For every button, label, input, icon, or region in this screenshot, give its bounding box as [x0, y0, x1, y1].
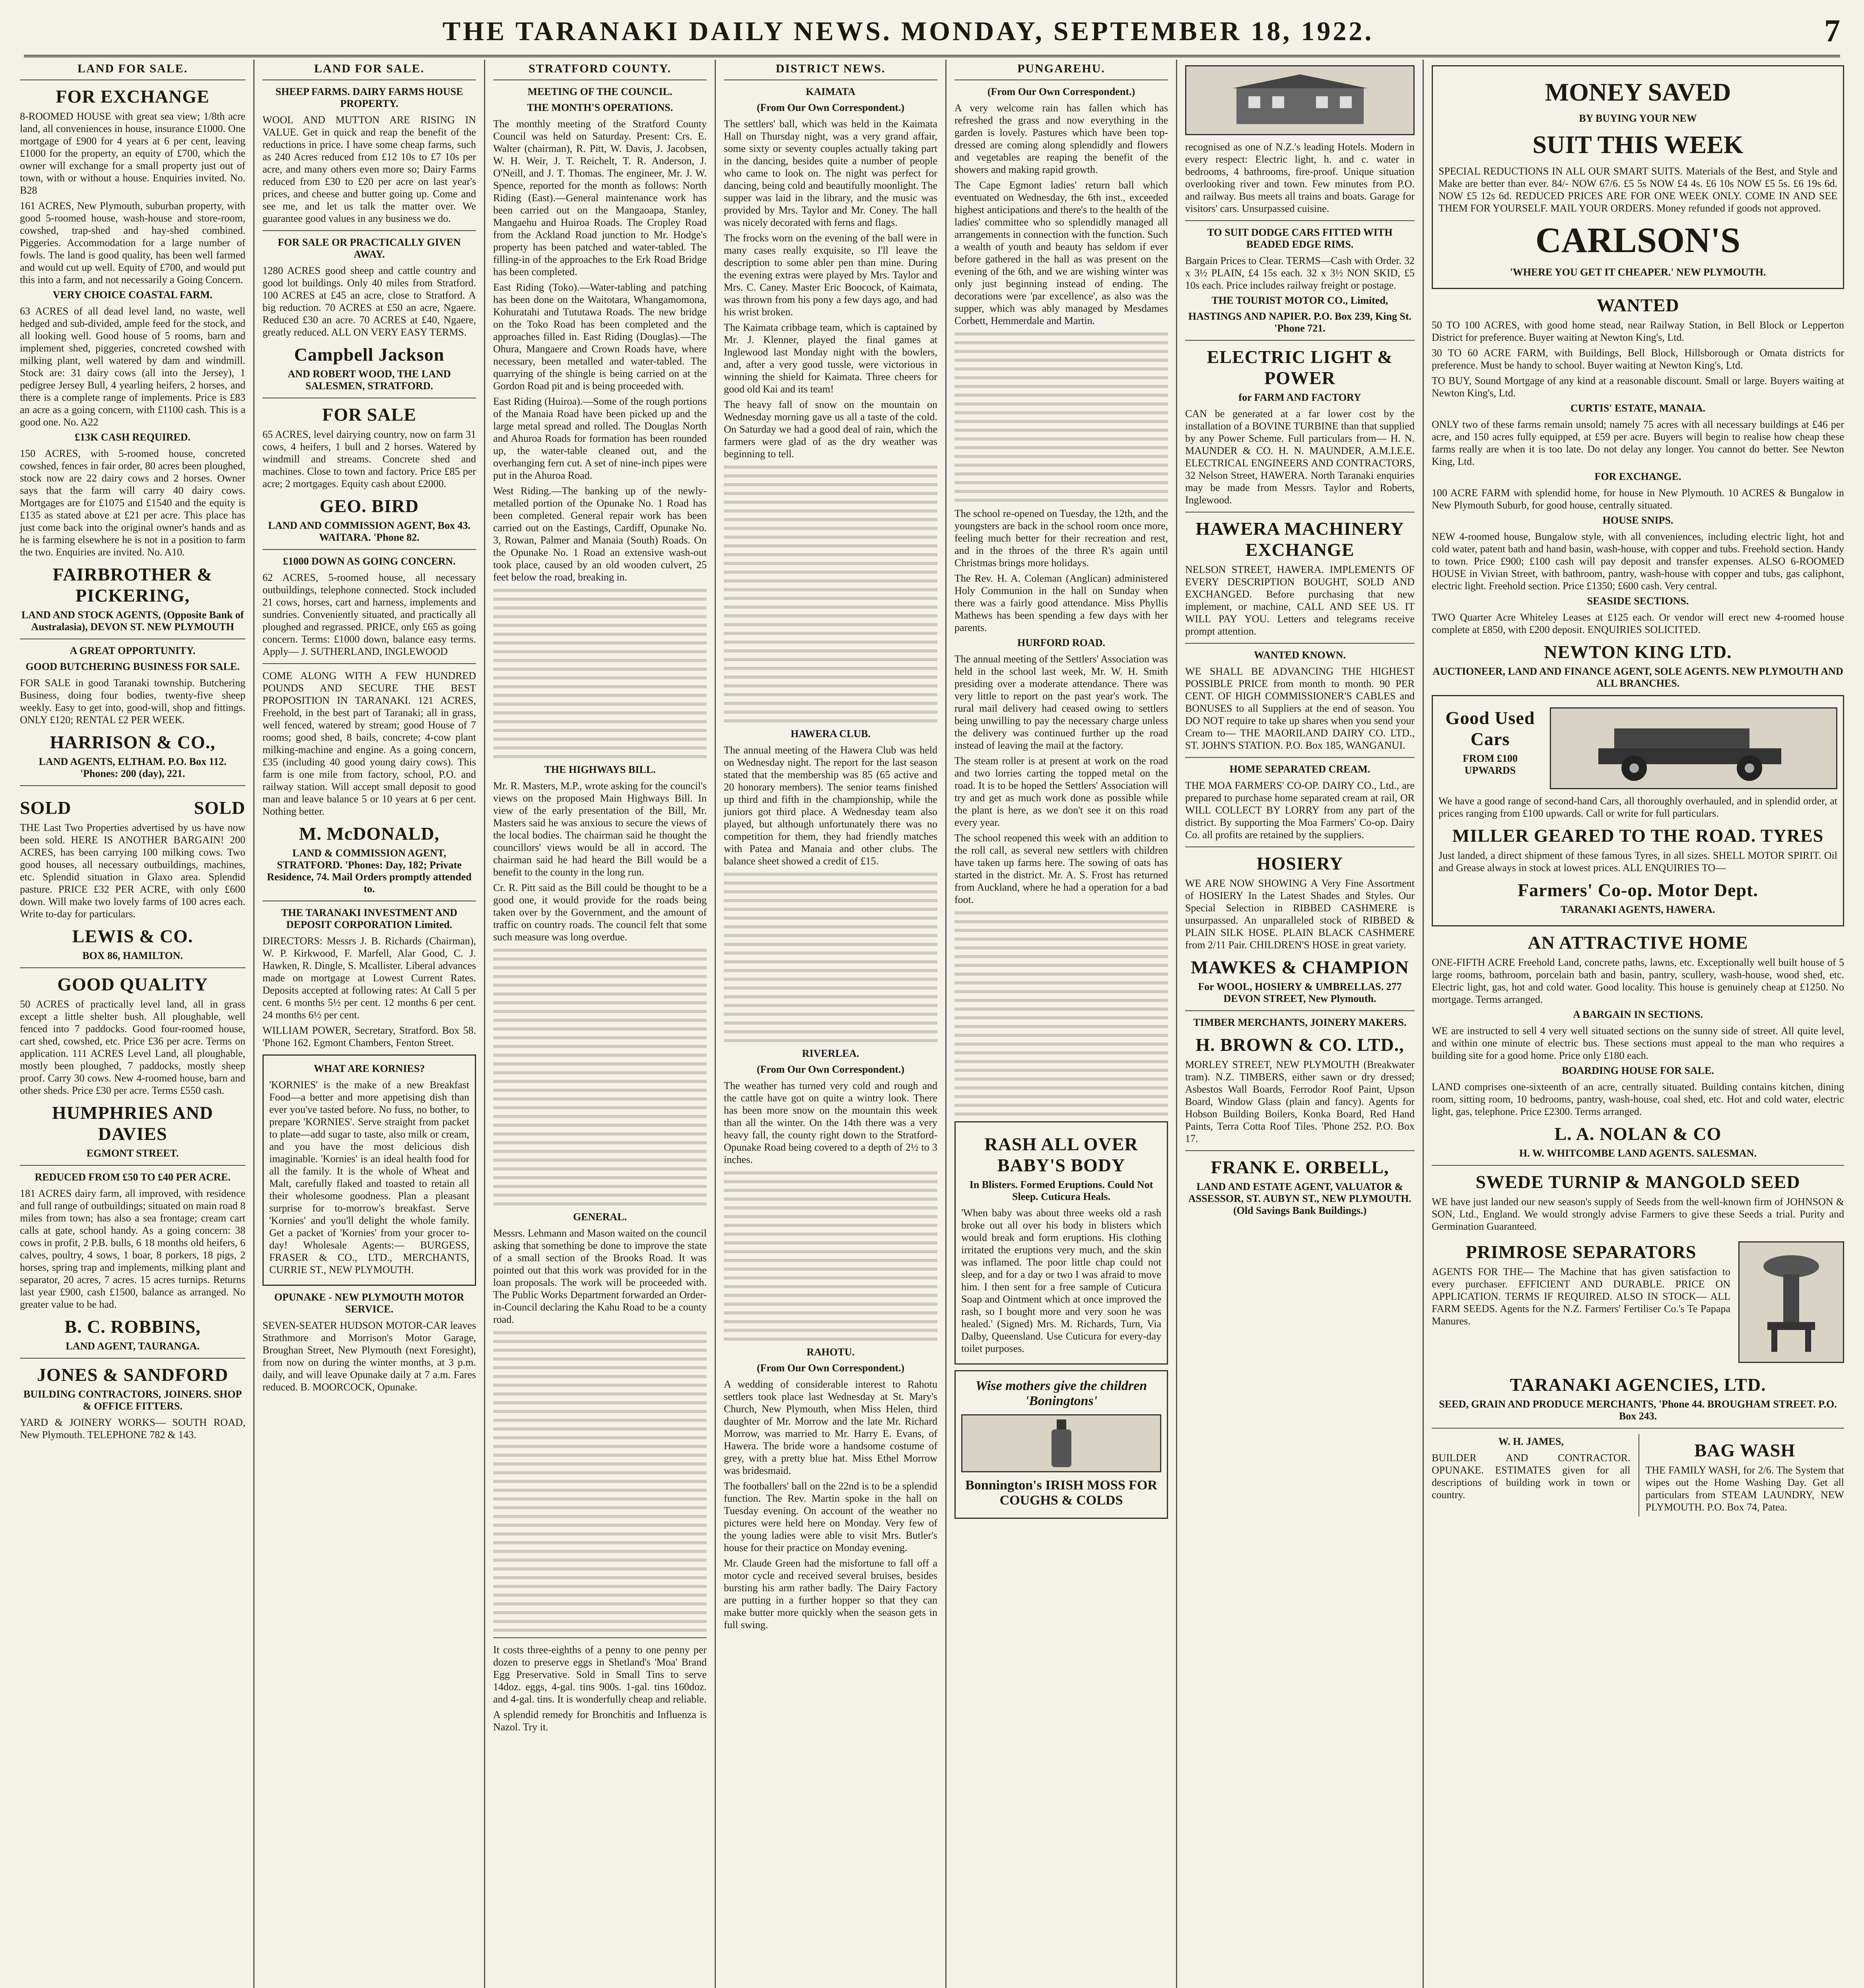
ad-text: FOR SALE in good Taranaki township. Butchering Business, doing four bodies, twenty-five sheep weekly. Easy to get into, good-will, shop and fittings. ONLY £120; RENTAL £2 PER WEEK. — [20, 677, 245, 726]
article-subhead: (From Our Own Correspondent.) — [756, 102, 905, 113]
firm-name: W. H. JAMES, — [1498, 1436, 1564, 1447]
ad-title: FOR SALE — [322, 404, 416, 425]
ad-text: 30 TO 60 ACRE FARM, with Buildings, Bell Block, Hillsborough or Omata districts for preference. Must be handy to school. Buyer waiting at Newton King's, Ltd. — [1432, 347, 1844, 371]
firm-name: FAIRBROTHER & PICKERING, — [52, 564, 213, 606]
ad-title: ELECTRIC LIGHT & POWER — [1207, 347, 1393, 388]
ad-text: 50 TO 100 ACRES, with good home stead, near Railway Station, in Bell Block or Lepperton District for preference. Buyer waiting at Newton King's, Ltd. — [1432, 319, 1844, 343]
ad-text: AGENTS FOR THE— The Machine that has given satisfaction to every purchaser. EFFICIENT AND DURABLE. PRICE ON APPLICATION. TERMS IF REQUIRED. ALSO IN STOCK— ALL FARM SEEDS. Agents for the N.Z. Farmers' Fertiliser Co.'s Te Papapa Manures. — [1432, 1266, 1730, 1327]
ad-title: SHEEP FARMS. DAIRY FARMS HOUSE PROPERTY. — [275, 86, 463, 109]
column-stratford-county — [485, 60, 716, 1988]
article-text: The monthly meeting of the Stratford County Council was held on Saturday. Present: Crs. E. Walter (chairman), R. Pitt, W. Davis, J. Jacobsen, W. H. Weir, J. T. Reichelt, T. R. Anderson, J. O'Neill, and J. T. Thomas. The engineer, Mr. J. W. Spence, reported for the month as follows: North Riding (East).—General maintenance work has been carried out on the Mangaoapa, Stanley, Mangaehu and Huiroa Roads. The Cropley Road from the Ackland Road junction to Mr. Hodge's property has been patched and water-tabled. The filling-in of the approaches to the Erk Road Bridge has been completed. — [493, 118, 707, 278]
ad-title: WANTED KNOWN. — [1254, 649, 1346, 661]
ad-text: 62 ACRES, 5-roomed house, all necessary outbuildings, telephone connected. Stock included 21 cows, horses, cart and harness, implements and sundries. Conveniently situated, and practically all ploughed and regrassed. PRICE, only £65 as going concern. Terms: £1000 down, balance easy terms. Apply— J. SUTHERLAND, INGLEWOOD — [262, 572, 476, 657]
section-title: FOR EXCHANGE. — [1594, 471, 1681, 482]
ad-title: TIMBER MERCHANTS, JOINERY MAKERS. — [1193, 1017, 1407, 1028]
ad-title: RASH ALL OVER BABY'S BODY — [984, 1134, 1138, 1175]
ad-text: ONLY two of these farms remain unsold; namely 75 acres with all necessary buildings at £46 per acre, and 150 acres fully equipped, at £59 per acre. Buyers will begin to realise how cheap these farms really are when it is too late. Do not delay any longer. You cannot do better. See Newton King, Ltd. — [1432, 419, 1844, 467]
article-text: The weather has turned very cold and rough and the cattle have got on quite a wintry look. There has been more snow on the mountain this week than all the winter. On the 14th there was a very heavy fall, the county right down to the Stratford-Opunake Road being covered to a depth of 2½ to 3 inches. — [724, 1080, 937, 1165]
firm-address: LAND & COMMISSION AGENT, STRATFORD. 'Phones: Day, 182; Private Residence, 74. Mail Orders promptly attended to. — [267, 847, 472, 895]
firm-address: LAND AGENTS, ELTHAM. P.O. Box 112. 'Phones: 200 (day), 221. — [39, 756, 227, 779]
section-title: CURTIS' ESTATE, MANAIA. — [1570, 402, 1706, 414]
firm-address: SEED, GRAIN AND PRODUCE MERCHANTS, 'Phone 44. BROUGHAM STREET. P.O. Box 243. — [1439, 1398, 1837, 1422]
hotel-illustration — [1185, 65, 1415, 135]
firm-address: AUCTIONEER, LAND AND FINANCE AGENT, SOLE AGENTS. NEW PLYMOUTH AND ALL BRANCHES. — [1433, 666, 1843, 689]
column-header: LAND FOR SALE. — [20, 60, 245, 80]
ad-text: Just landed, a direct shipment of these famous Tyres, in all sizes. SHELL MOTOR SPIRIT. Oil and Grease always in stock at lowest prices. ALL ENQUIRIES TO— — [1438, 850, 1837, 874]
firm-address: For WOOL, HOSIERY & UMBRELLAS. 277 DEVON STREET, New Plymouth. — [1198, 981, 1402, 1004]
masthead — [24, 7, 1840, 57]
carlsons-ad — [1432, 65, 1844, 289]
kornies-ad — [262, 1054, 476, 1286]
car-illustration — [1550, 707, 1837, 789]
bag-wash-ad — [1639, 1434, 1845, 1516]
cuticura-ad — [954, 1121, 1168, 1365]
ad-title: HAWERA MACHINERY EXCHANGE — [1195, 518, 1404, 560]
ad-title: MILLER GEARED TO THE ROAD. TYRES — [1452, 825, 1824, 846]
article-text: The Kaimata cribbage team, which is captained by Mr. J. Klenner, played the final games at Inglewood last Monday night with the bowlers, and, after a very good tussle, were victorious in winning the shield for Kaimata. Three cheers for good old Kai and its team! — [724, 322, 937, 395]
ad-text: recognised as one of N.Z.'s leading Hotels. Modern in every respect: Electric light, h. and c. water in bedrooms, 4 bathrooms, fire-proof. Unique situation overlooking river and town. Few minutes from P.O. and railway. Bus meets all trains and boats. Garage for visitors' cars. Unsurpassed cuisine. — [1185, 141, 1415, 214]
firm-name: B. C. ROBBINS, — [64, 1316, 201, 1337]
article-text: The frocks worn on the evening of the ball were in many cases really exquisite, so I'll leave the description to some abler pen than mine. During the evening extras were played by Mrs. Taylor and Mrs. C. Caney. Master Eric Boocock, of Kaimata, was thrown from his pony a few days ago, and had his wrist broken. — [724, 232, 937, 318]
firm-address: H. W. WHITCOMBE LAND AGENTS. SALESMAN. — [1519, 1147, 1757, 1159]
firm-name: Farmers' Co-op. Motor Dept. — [1518, 880, 1758, 900]
ad-text: 65 ACRES, level dairying country, now on farm 31 cows, 4 heifers, 1 bull and 2 horses. Watered by windmill and streams. Concrete shed and machines. Close to town and factory. Price £85 per acre; 2 mortgages. Equity cash about £2000. — [262, 429, 476, 489]
ad-text: NEW 4-roomed house, Bungalow style, with all conveniences, including electric light, hot and cold water, patent bath and hand basin, wash-house, with copper and tubs. Freehold section. Handy to town. Price £900; £100 cash will pay deposit and transfer expenses. ALSO 6-ROOMED HOUSE in Vivian Street, with bathroom, pantry, wash-house with copper and tubs, gas caliphont, electric light. Freehold section. Price £1350; £600 cash. Very central. — [1432, 531, 1844, 592]
firm-name: M. McDONALD, — [299, 823, 440, 844]
article-subhead: RAHOTU. — [807, 1346, 855, 1358]
ad-brand: Bonnington's IRISH MOSS FOR COUGHS & COLDS — [965, 1478, 1157, 1508]
column-header: DISTRICT NEWS. — [724, 60, 937, 80]
firm-address: TARANAKI AGENTS, HAWERA. — [1561, 904, 1715, 915]
article-text: Cr. R. Pitt said as the Bill could be thought to be a good one, it would provide for the roads being taken over by the Government, and the amount of traffic on country roads. The council felt that some such measure was long overdue. — [493, 882, 707, 943]
ad-text: 1280 ACRES good sheep and cattle country and good lot buildings. Only 40 miles from Stratford. 100 ACRES at £45 an acre, close to Stratford. A big reduction. 70 ACRES at £50 an acre, Ngaere. Reduced £30 an acre. 70 ACRES at £40, Ngaere, greatly reduced. ALL ON VERY EASY TERMS. — [262, 265, 476, 338]
article-text: A very welcome rain has fallen which has refreshed the grass and now everything in the garden is lovely. Pastures which have been top-dressed are coming along splendidly and flowers and vegetables are reaping the benefit of the showers and making rapid growth. — [954, 102, 1168, 175]
masthead-title: THE TARANAKI DAILY NEWS. MONDAY, SEPTEMBER 18, 1922. — [442, 16, 1374, 46]
used-cars-ad — [1432, 695, 1844, 926]
article-text: It costs three-eighths of a penny to one penny per dozen to preserve eggs in Shetland's 'Moa' Brand Egg Preservative. Sold in Small Tins to serve 14doz. eggs, 4-gal. tins 900s. 1-gal. tins 160doz. and 4-gal. tins. It is wonderfully cheap and reliable. — [493, 1644, 707, 1705]
ad-title: SUIT THIS WEEK — [1532, 130, 1743, 159]
firm-name: NEWTON KING LTD. — [1544, 642, 1732, 662]
article-subhead: THE MONTH'S OPERATIONS. — [527, 102, 673, 113]
ad-text: WOOL AND MUTTON ARE RISING IN VALUE. Get in quick and reap the benefit of the reductions in price. I have some cheap farms, such as 240 Acres reduced from £12 10s to £7 10s per acre, and many others even more so; Dairy Farms reduced from £30 to £20 per acre on last year's prices, and cheese and butter going up. Come and see me, and let us talk the matter over. We guarantee good values in any business we do. — [262, 114, 476, 224]
firm-name: MAWKES & CHAMPION — [1191, 957, 1409, 977]
firm-name: FRANK E. ORBELL, — [1211, 1157, 1389, 1177]
firm-name: H. BROWN & CO. LTD., — [1195, 1035, 1404, 1055]
ad-title: HOME SEPARATED CREAM. — [1229, 763, 1370, 775]
ad-text: MORLEY STREET, NEW PLYMOUTH (Breakwater tram). N.Z. TIMBERS, either sawn or dry dressed; Asbestos Wall Boards, Ferrodor Roof Paint, Upson Board, Window Glass (plain and fancy). Agents for Hobson Building Boilers, Konka Board, Red Hand Paints, Terra Cotta Roof Tiles. 'Phone 252. P.O. Box 17. — [1185, 1059, 1415, 1144]
firm-name: Campbell Jackson — [294, 344, 445, 365]
ad-text: THE Last Two Properties advertised by us have now been sold. HERE IS ANOTHER BARGAIN! 200 ACRES, has been carrying 100 milking cows. Two good houses, all necessary outbuildings, machines, etc. Splendid situation in Glaxo area. Splendid pasture. PRICE £32 PER ACRE, with only £600 down. Will make two lovely farms of 100 acres each. Write to-day for particulars. — [20, 822, 245, 920]
used-cars-label — [1438, 702, 1542, 795]
firm-address: EGMONT STREET. — [86, 1147, 179, 1159]
firm-name: GEO. BIRD — [319, 496, 419, 516]
section-title: WANTED — [1596, 295, 1679, 315]
article-text: Mr. R. Masters, M.P., wrote asking for the council's views on the proposed Main Highways Bill. In view of the early presentation of the Bill, Mr. Masters said he was anxious to secure the views of the local bodies. The chairman said he thought the councillors' views would be all in accord. The chairman said he had heard the Bill would be a benefit to the county in the long run. — [493, 780, 707, 878]
ad-text: ONE-FIFTH ACRE Freehold Land, concrete paths, lawns, etc. Exceptionally well built house of 5 large rooms, bathroom, porcelain bath and basin, pantry, scullery, wash-house, wood shed, etc. Electric light, gas, hot and cold water. Good locality. This house is genuinely cheap at £1250. No mortgage. Terms arranged. — [1432, 957, 1844, 1005]
article-text: East Riding (Toko).—Water-tabling and patching has been done on the Waitotara, Whangamomona, Kohuratahi and Tututawa Roads. The new bridge on the Toko Road has been completed and the approaches filled in. East Riding (Douglas).—The Ohura, Mangaere and Crown Roads have, where necessary, been metalled and water-tabled. The quarrying of the shingle is being carried on at the Gordon Road pit and is being proceeded with. — [493, 282, 707, 392]
article-subhead: (From Our Own Correspondent.) — [756, 1064, 905, 1075]
ad-text: 181 ACRES dairy farm, all improved, with residence and full range of outbuildings; situated on main road 8 miles from town; has also a sea frontage; cream cart calls at gate, school handy. As a going concern: 38 cows in profit, 2 P.B. bulls, 6 18 months old heifers, 6 calves, poultry, 4 sows, 1 boar, 8 porkers, 18 pigs, 2 horses, spring trap and implements, milking plant and separator, 20 acres, 7 acres. 15 acres turnips. Returns last year £900, cash £1500, balance as arranged. No greater value to be had. — [20, 1188, 245, 1310]
firm-address: LAND AGENT, TAURANGA. — [66, 1340, 200, 1352]
article-subhead: THE HIGHWAYS BILL. — [544, 764, 656, 775]
ad-text: BUILDER AND CONTRACTOR. OPUNAKE. ESTIMATES given for all descriptions of building work in town or country. — [1432, 1452, 1631, 1501]
firm-address: LAND AND ESTATE AGENT, VALUATOR & ASSESSOR, ST. AUBYN ST., NEW PLYMOUTH. (Old Savings Bank Buildings.) — [1188, 1181, 1412, 1216]
ad-text: 150 ACRES, with 5-roomed house, concreted cowshed, fences in fair order, 80 acres been ploughed, stock now are 22 dairy cows and 2 horses. Owner says that the farm will carry 40 dairy cows. Mortgages are for £1075 and £1540 and the equity is £135 as stated above at £21 per acre. This place has just come back into the original owner's hands and as he is farming elsewhere he is not in a position to farm the two. Enquiries are invited. No. A10. — [20, 448, 245, 558]
bonningtons-ad — [954, 1370, 1168, 1519]
article-subhead: KAIMATA — [806, 86, 855, 97]
ad-text: WILLIAM POWER, Secretary, Stratford. Box 58. 'Phone 162. Egmont Chambers, Fenton Street. — [262, 1025, 476, 1048]
columns — [12, 60, 1852, 1988]
ad-text: COME ALONG WITH A FEW HUNDRED POUNDS AND SECURE THE BEST PROPOSITION IN TARANAKI. 121 ACRES, Freehold, in the best part of Taranaki; all in grass, well fenced, watered by stream; good House of 7 rooms; good shed, 8 bails, concrete; 4-cow plant milking-machine and engine. As a going concern, £35 (including 40 good young dairy cows). This farm is one mile from factory, school, P.O. and railway station. Will accept small deposit to good man and leave balance 5 or 10 years at 6 per cent. Nothing better. — [262, 670, 476, 817]
article-text: A splendid remedy for Bronchitis and Influenza is Nazol. Try it. — [493, 1709, 707, 1733]
ad-text: 161 ACRES, New Plymouth, suburban property, with good 5-roomed house, wash-house and store-room, cowshed, trap-shed and hay-shed combined. Piggeries. Accommodation for a large number of fowls. The land is good quality, has been well farmed and would cut up well. Equity of £700, and would put this into a farm, and not necessarily a Going Concern. — [20, 200, 245, 285]
ad-text: 'KORNIES' is the make of a new Breakfast Food—a better and more appetising dish than ever you've tasted before. No fuss, no bother, to prepare 'KORNIES'. Serve straight from packet to plate—add sugar to taste, also milk or cream, and you have the most delicious dish imaginable. 'Kornies' is an ideal health food for all the family. It is the whole of Wheat and Malt, carefully flaked and toasted to retain all their wholesome goodness. Plan a pleasant surprise for to-morrow's breakfast. Serve 'Kornies' and you'll delight the whole family. Get a packet of 'Kornies' from your grocer to-day! Wholesale Agents:— BURGESS, FRASER & CO., LTD., MERCHANTS, CURRIE ST., NEW PLYMOUTH. — [269, 1079, 469, 1276]
ad-text: 63 ACRES of all dead level land, no waste, well hedged and sub-divided, ample feed for the stock, and all looking well. Good house of 5 rooms, barn and implement shed, piggeries, concreted cowshed with milking plant, well watered by dam and windmill. Stock are: 31 dairy cows (all into the Jersey), 1 pedigree Jersey Bull, 4 yearling heifers, 2 horses, and there is a complete range of implements. Price is £83 an acre as a going concern, with £1100 cash. This is a good one. No. A22 — [20, 305, 245, 428]
ad-text: 50 ACRES of practically level land, all in grass except a little shelter bush. All ploughable, well fenced into 7 paddocks. Good four-roomed house, cart shed, cowshed, etc. Price £36 per acre. Terms on application. 111 ACRES Level Land, all ploughable, mostly been ploughed, 7 paddocks, mostly sheep proof. Carry 30 cows. New 4-roomed house, barn and other sheds. Price £30 per acre. Terms £550 cash. — [20, 998, 245, 1096]
column-district-news — [716, 60, 947, 1988]
article-text: The school reopened this week with an addition to the roll call, as several new settlers with children have taken up farms here. The sowing of oats has started in the district. Mr. A. S. Frost has returned from Auckland, where he had a operation for a bad foot. — [954, 832, 1168, 905]
column-header: STRATFORD COUNTY. — [493, 60, 707, 80]
ad-title: OPUNAKE - NEW PLYMOUTH MOTOR SERVICE. — [274, 1291, 465, 1315]
article-subhead: RIVERLEA. — [802, 1048, 859, 1059]
ad-title: £1000 DOWN AS GOING CONCERN. — [283, 555, 456, 567]
column-header: PUNGAREHU. — [954, 60, 1168, 80]
section-title: BOARDING HOUSE FOR SALE. — [1562, 1065, 1714, 1076]
car-icon — [1582, 712, 1805, 784]
ad-text: WE are instructed to sell 4 very well situated sections on the sunny side of street. All quite level, and within one minute of electric bus. These sections must appeal to the man who requires a building site for a good home. Price only £180 each. — [1432, 1025, 1844, 1061]
ad-subtitle: GOOD BUTCHERING BUSINESS FOR SALE. — [25, 661, 240, 672]
separator-icon — [1751, 1250, 1831, 1354]
article-text: The settlers' ball, which was held in the Kaimata Hall on Thursday night, was a very grand affair, some sixty or seventy couples actually taking part in the dancing, besides quite a number of people who came to look on. The night was perfect for dancing, being cold and beautifully moonlight. The supper was laid in the library, and the music was provided by Mrs. Taylor and Mr. Coney. The hall was nicely decorated with ferns and flags. — [724, 118, 937, 228]
firm-name: THE TOURIST MOTOR CO., Limited, — [1211, 295, 1388, 306]
ad-title: FOR EXCHANGE — [56, 86, 210, 107]
ad-title: PRIMROSE SEPARATORS — [1466, 1242, 1697, 1262]
firm-name: HARRISON & CO., — [50, 732, 216, 752]
ad-text: 8-ROOMED HOUSE with great sea view; 1/8th acre land, all conveniences in house, insurance £1000. One mortgage of £900 for 4 years at 6 per cent, leaving £1000 for the property, an equity of £700, which the owner will exchange for a small property just out of town, with or without a house. Enquiries invited. No. B28 — [20, 111, 245, 196]
carlsons-logo: CARLSON'S — [1535, 221, 1741, 260]
ad-text: LAND comprises one-sixteenth of an acre, centrally situated. Building contains kitchen, dining room, sitting room, 10 bedrooms, pantry, wash-house, coal shed, etc. Hot and cold water, electric light, gas, telephone. Price £2300. Terms arranged. — [1432, 1081, 1844, 1117]
article-text: The heavy fall of snow on the mountain on Wednesday morning gave us all a taste of the cold. On Saturday we had a good deal of rain, which the farmers were glad of as the dry weather was beginning to tell. — [724, 399, 937, 460]
ad-title: GOOD QUALITY — [57, 974, 208, 994]
column-land-for-sale-1 — [12, 60, 255, 1988]
ad-subtitle: £13K CASH REQUIRED. — [74, 431, 191, 443]
article-text: The school re-opened on Tuesday, the 12th, and the youngsters are back in the school room once more, feeling much better for their recreation and rest, and in the throes of the three R's again until Christmas brings more holidays. — [954, 508, 1168, 569]
article-text: A wedding of considerable interest to Rahotu settlers took place last Wednesday at St. Mary's Church, New Plymouth, when Miss Helen, third daughter of Mr. Morrow and the late Mr. Richard Morrow, was married to Mr. Harry E. Evans, of Hawera. The bride wore a handsome costume of grey, with a pretty blue hat. Miss Ethel Morrow was bridesmaid. — [724, 1378, 937, 1476]
firm-address: BOX 86, HAMILTON. — [82, 950, 183, 961]
ad-subtitle: In Blisters. Formed Eruptions. Could Not Sleep. Cuticura Heals. — [969, 1179, 1153, 1202]
firm-name: L. A. NOLAN & CO — [1554, 1124, 1722, 1144]
ad-text: TO BUY, Sound Mortgage of any kind at a reasonable discount. Small or large. Buyers waiting at Newton King's, Ltd. — [1432, 375, 1844, 399]
ad-title: SWEDE TURNIP & MANGOLD SEED — [1475, 1172, 1800, 1192]
firm-name: HUMPHRIES AND DAVIES — [52, 1103, 214, 1144]
article-text: The footballers' ball on the 22nd is to be a splendid function. The Rev. Martin spoke in the hall on Tuesday evening. On account of the weather no pictures were held here on Monday. Very few of the young ladies were able to visit Mrs. Butler's house for their practice on Monday evening. — [724, 1480, 937, 1553]
article-subhead: GENERAL. — [573, 1211, 627, 1223]
article-text: The annual meeting of the Settlers' Association was held in the school last week, Mr. W. H. Smith presiding over a moderate attendance. There was very little to report on the past year's work. The rural mail delivery had ceased owing to settlers being unwilling to pay the necessary charge unless the delivery was continued further up the road instead of leaving the mail at the factory. — [954, 653, 1168, 751]
article-subhead: HAWERA CLUB. — [791, 728, 871, 740]
ad-title: Good Used Cars — [1445, 708, 1535, 749]
firm-name: JONES & SANDFORD — [37, 1365, 229, 1385]
firm-address: HASTINGS AND NAPIER. P.O. Box 239, King St. 'Phone 721. — [1188, 311, 1412, 334]
section-title: A BARGAIN IN SECTIONS. — [1573, 1009, 1703, 1020]
ad-subtitle: FROM £100 UPWARDS — [1463, 753, 1518, 776]
article-text: The steam roller is at present at work on the road and two lorries carting the topped metal on the road. It is to be hoped the Settlers' Association will try and get as much work done as possible while the plant is here, as we don't see it on this road every year. — [954, 755, 1168, 828]
separator-illustration — [1738, 1241, 1844, 1363]
ad-text: SPECIAL REDUCTIONS IN ALL OUR SMART SUITS. Materials of the Best, and Style and Make are better than ever. 84/- NOW 67/6. £5 5s NOW £4 4s. £6 10s NOW £5 5s. £6 19s 6d. NOW £5 12s 6d. REDUCED PRICES ARE FOR ONE WEEK ONLY. COME IN AND SEE THEM FOR YOURSELF. MAIL YOUR ORDERS. Money refunded if goods not approved. — [1438, 165, 1837, 214]
section-title: SEASIDE SECTIONS. — [1587, 595, 1689, 607]
firm-address: AND ROBERT WOOD, THE LAND SALESMEN, STRATFORD. — [288, 368, 451, 392]
ad-text: YARD & JOINERY WORKS— SOUTH ROAD, New Plymouth. TELEPHONE 782 & 143. — [20, 1417, 245, 1441]
firm-address: LAND AND STOCK AGENTS, (Opposite Bank of Australasia), DEVON ST. NEW PLYMOUTH — [21, 609, 244, 633]
sold-left: SOLD — [20, 798, 72, 818]
ad-title: HOSIERY — [1256, 853, 1343, 874]
article-subhead: MEETING OF THE COUNCIL. — [527, 86, 673, 97]
firm-name: TARANAKI AGENCIES, LTD. — [1510, 1375, 1766, 1395]
firm-name: LEWIS & CO. — [72, 926, 193, 946]
ad-subtitle: for FARM AND FACTORY — [1238, 392, 1361, 403]
primrose-ad — [1432, 1236, 1844, 1369]
ad-text: WE have just landed our new season's supply of Seeds from the well-known firm of JOHNSON & SON, Ltd., England. We would strongly advise Farmers to give these Seeds a trial. Purity and Germination Guaranteed. — [1432, 1196, 1844, 1232]
james-ad — [1432, 1434, 1631, 1516]
ad-text: CAN be generated at a far lower cost by the installation of a BOVINE TURBINE than that supplied by any Power Scheme. Full particulars from— H. N. MAUNDER & CO. H. N. MAUNDER, A.M.I.E.E. ELECTRICAL ENGINEERS AND CONTRACTORS, 32 Nelson Street, HAWERA. North Taranaki enquiries may be made from Messrs. Taylor and Roberts, Inglewood. — [1185, 408, 1415, 506]
firm-address: LAND AND COMMISSION AGENT, Box 43. WAITARA. 'Phone 82. — [268, 520, 470, 543]
hotel-building-icon — [1221, 72, 1380, 128]
ad-text: THE FAMILY WASH, for 2/6. The System that wipes out the Home Washing Day. Get all particulars from STEAM LAUNDRY, NEW PLYMOUTH. P.O. Box 74, Patea. — [1645, 1464, 1844, 1513]
article-text: Messrs. Lehmann and Mason waited on the council asking that something be done to improve the state of a small section of the Brooks Road. It was pointed out that this work was provided for in the loan proposals. The work will be proceeded with. The Public Works Department forwarded an Order-in-Council declaring the Kahu Road to be a county road. — [493, 1227, 707, 1325]
ad-subtitle: REDUCED FROM £50 TO £40 PER ACRE. — [35, 1171, 231, 1183]
column-land-for-sale-2 — [255, 60, 485, 1988]
article-text: The annual meeting of the Hawera Club was held on Wednesday night. The report for the last season stated that the membership was 85 (65 active and 20 honorary members). The senior teams finished up third and fifth in the championship, while the juniors got third place. A Wednesday team also played, but although unfortunately there was no competition for them, they had friendly matches with Patea and Manaia and other clubs. The balance sheet showed a credit of £15. — [724, 744, 937, 867]
article-text: West Riding.—The banking up of the newly-metalled portion of the Opunake No. 1 Road has been completed. General repair work has been carried out on the Eastings, Cardiff, Opunake No. 3, Rowan, Palmer and Manaia (South) Roads. On the Opunake No. 1 Road an extensive wash-out took place, caused by an old wooden culvert, 25 feet below the road, breaking in. — [493, 485, 707, 583]
ad-text: 'When baby was about three weeks old a rash broke out all over his body in blisters which would break and form eruptions. His clothing irritated the eruptions very much, and the skin was inflamed. The poor little chap could not sleep, and for a day or two I was afraid to move him. I then sent for a free sample of Cuticura Soap and Ointment which at once improved the rash, so I bought more and very soon he was healed.' (Signed) Mrs. M. Richards, Turn, Via Dalby, Queensland. Use Cuticura for every-day toilet purposes. — [961, 1207, 1161, 1354]
ad-text: SEVEN-SEATER HUDSON MOTOR-CAR leaves Strathmore and Morrison's Motor Garage, Broughan Street, New Plymouth (next Foresight), from now on during the winter months, at 3 p.m. daily, and will leave Opunake daily at 7 a.m. Fares reduced. B. MOORCOCK, Opunake. — [262, 1320, 476, 1393]
ad-subtitle: VERY CHOICE COASTAL FARM. — [52, 289, 213, 301]
ad-text: 100 ACRE FARM with splendid home, for house in New Plymouth. 10 ACRES & Bungalow in New Plymouth Suburb, for good house, centrally situated. — [1432, 487, 1844, 511]
article-text: The Cape Egmont ladies' return ball which eventuated on Wednesday, the 6th inst., exceeded highest anticipations and there's to the health of the ladies' committee who so splendidly managed all arrangements in connection with the function. Such a wealth of youth and beauty has seldom if ever before gathered in the hall as was present on the evening of the 6th, and we are wishing winter was only just beginning instead of ending. The decorations were 'par excellence', as also was the supper, which was ably managed by Mesdames Corbett, Hemmerdale and Martin. — [954, 179, 1168, 326]
bottle-icon — [1050, 1419, 1073, 1467]
used-cars-header — [1438, 702, 1837, 795]
ad-text: WE SHALL BE ADVANCING THE HIGHEST POSSIBLE PRICE from month to month. 90 PER CENT. OF HIGH COMMISSIONER'S CABLES and BONUSES to all Suppliers at the end of season. You DO NOT require to take up shares when you send your Cream to— THE MAORILAND DAIRY CO. LTD., ST. JOHN'S STATION. P.O. Box 185, WANGANUI. — [1185, 666, 1415, 751]
article-subhead: (From Our Own Correspondent.) — [756, 1362, 905, 1374]
ad-text: We have a good range of second-hand Cars, all thoroughly overhauled, and in splendid order, at prices ranging from £100 upwards. Call or write for full particulars. — [1438, 795, 1837, 819]
ad-text: DIRECTORS: Messrs J. B. Richards (Chairman), W. P. Kirkwood, F. Marfell, Alar Good, C. J. Hawken, R. Dingle, S. Mcallister. Liberal advances made on mortgage at Lowest Current Rates. Deposits accepted at following rates: At Call 5 per cent. 6 months 5½ per cent. 12 months 6 per cent. 24 months 6½ per cent. — [262, 935, 476, 1021]
ad-title: BAG WASH — [1694, 1440, 1796, 1460]
sold-banner — [20, 792, 245, 821]
ad-text: Bargain Prices to Clear. TERMS—Cash with Order. 32 x 3½ PLAIN, £4 15s each. 32 x 3½ NON SKID, £5 10s each. Price includes railway freight or postage. — [1185, 255, 1415, 291]
ad-text: WE ARE NOW SHOWING A Very Fine Assortment of HOSIERY In the Latest Shades and Styles. Our Special Selection in RIBBED CASHMERE is unsurpassed. An unparalleled stock of RIBBED & PLAIN SILK HOSE. PLAIN BLACK CASHMERE from 2/11 Pair. CHILDREN'S HOSE in great variety. — [1185, 878, 1415, 951]
ad-subtitle: BY BUYING YOUR NEW — [1579, 113, 1697, 124]
ad-subtitle: A GREAT OPPORTUNITY. — [70, 645, 196, 656]
ad-title: TO SUIT DODGE CARS FITTED WITH BEADED EDGE RIMS. — [1207, 227, 1393, 250]
ad-title: WHAT ARE KORNIES? — [313, 1063, 425, 1074]
ad-title: FOR SALE OR PRACTICALLY GIVEN AWAY. — [278, 237, 461, 260]
article-subhead: (From Our Own Correspondent.) — [987, 86, 1135, 97]
article-text: East Riding (Huiroa).—Some of the rough portions of the Manaia Road have been picked up and the large metal spread and rolled. The Douglas North and Ahuroa Roads for formation has been rounded up, the water-table cleaned out, and the overhanging fern cut. A set of nine-inch pipes were put in the Ahuroa Road. — [493, 396, 707, 481]
ad-text: TWO Quarter Acre Whiteley Leases at £125 each. Or vendor will erect new 4-roomed house complete at £850, with £200 deposit. ENQUIRIES SOLICITED. — [1432, 612, 1844, 635]
primrose-text — [1432, 1236, 1730, 1369]
ad-text: NELSON STREET, HAWERA. IMPLEMENTS OF EVERY DESCRIPTION BOUGHT, SOLD AND EXCHANGED. Before purchasing that new implement, or machine, CALL AND SEE US. IT WILL PAY YOU. Letters and telegrams receive prompt attention. — [1185, 564, 1415, 637]
article-text: The Rev. H. A. Coleman (Anglican) administered Holy Communion in the hall on Sunday when there was a fairly good attendance. Miss Phyllis Mathews has been spending a few days with her parents. — [954, 573, 1168, 633]
article-subhead: HURFORD ROAD. — [1017, 637, 1105, 648]
ad-subtitle: 'WHERE YOU GET IT CHEAPER.' NEW PLYMOUTH. — [1510, 266, 1766, 278]
sold-right: SOLD — [194, 798, 245, 818]
ad-title: Wise mothers give the children 'Boningtons' — [975, 1378, 1147, 1408]
column-pungarehu — [947, 60, 1177, 1988]
column-ads-7 — [1424, 60, 1852, 1988]
page-number: 7 — [1824, 13, 1840, 49]
article-text: Mr. Claude Green had the misfortune to fall off a motor cycle and received several bruises, besides bursting his arm rather badly. The Dairy Factory are putting in a further hopper so that they can make butter more quickly when the season gets in full swing. — [724, 1557, 937, 1631]
ad-title: THE TARANAKI INVESTMENT AND DEPOSIT CORPORATION Limited. — [281, 907, 457, 930]
section-title: AN ATTRACTIVE HOME — [1528, 932, 1748, 953]
column-header: LAND FOR SALE. — [262, 60, 476, 80]
section-title: HOUSE SNIPS. — [1602, 514, 1674, 526]
ad-title: MONEY SAVED — [1545, 78, 1731, 106]
bottle-illustration — [961, 1414, 1161, 1472]
firm-address: BUILDING CONTRACTORS, JOINERS. SHOP & OFFICE FITTERS. — [23, 1388, 242, 1412]
ad-text: THE MOA FARMERS' CO-OP. DAIRY CO., Ltd., are prepared to purchase home separated cream at rail, OR WILL COLLECT BY LORRY from any part of the district. By supporting the Moa Farmers' Co-op. Dairy Co. all profits are retained by the suppliers. — [1185, 780, 1415, 841]
bottom-ads — [1432, 1434, 1844, 1516]
column-ads-6 — [1177, 60, 1424, 1988]
